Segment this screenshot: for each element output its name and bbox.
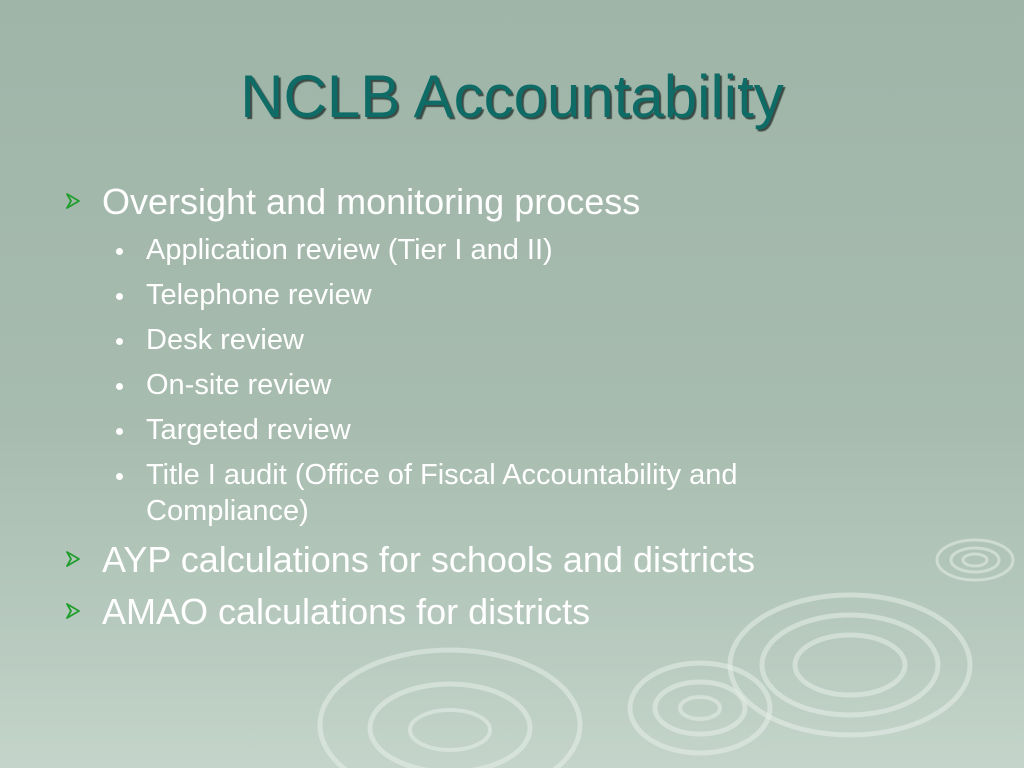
sub-bullet-item: [60, 232, 940, 268]
sub-bullet-text: Targeted review: [146, 414, 351, 446]
slide-title: NCLB Accountability: [240, 63, 784, 130]
arrow-bullet-icon: [64, 550, 82, 568]
sub-bullet-item: [60, 322, 940, 358]
arrow-bullet-icon: [64, 602, 82, 620]
sub-bullet-item: [60, 457, 786, 529]
sub-bullet-list: [60, 232, 940, 529]
dot-bullet-icon: [116, 473, 123, 480]
sub-bullet-text: Telephone review: [146, 279, 372, 311]
sub-bullet-text: Application review (Tier I and II): [146, 234, 553, 266]
sub-bullet-text: Desk review: [146, 324, 304, 356]
arrow-bullet-icon: [64, 192, 82, 210]
sub-bullet-item: [60, 277, 940, 313]
sub-bullet-item: [60, 367, 940, 403]
dot-bullet-icon: [116, 338, 123, 345]
bullet-text: Oversight and monitoring process: [102, 181, 641, 222]
dot-bullet-icon: [116, 293, 123, 300]
sub-bullet-text: Title I audit (Office of Fiscal Accountability and Compliance): [146, 459, 738, 527]
dot-bullet-icon: [116, 428, 123, 435]
bullet-text: AMAO calculations for districts: [102, 591, 591, 632]
bullet-text: AYP calculations for schools and districts: [102, 539, 755, 580]
bullet-item: [60, 590, 940, 634]
sub-bullet-item: [60, 412, 940, 448]
dot-bullet-icon: [116, 248, 123, 255]
sub-bullet-text: On-site review: [146, 369, 332, 401]
bullet-list: [60, 180, 940, 642]
bullet-item: [60, 180, 940, 224]
bullet-item: [60, 538, 940, 582]
dot-bullet-icon: [116, 383, 123, 390]
